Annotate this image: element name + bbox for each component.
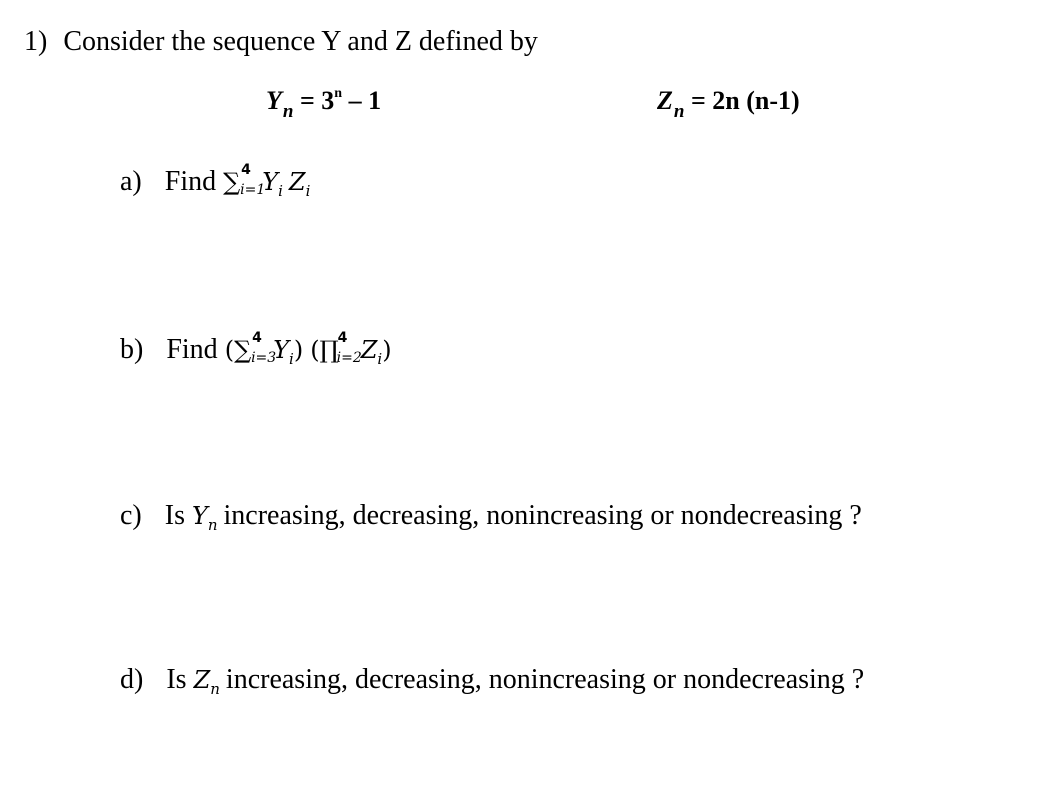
def-y-sup: n: [334, 86, 343, 101]
def-z-sub: n: [673, 101, 685, 122]
question-d-label: d): [120, 664, 144, 695]
open-paren-1: (: [224, 336, 235, 364]
question-c-sub: n: [207, 516, 218, 534]
sum-upper-limit: 4: [252, 330, 262, 346]
sum-operator: ∑ 4 i=1: [223, 162, 266, 198]
term-z: Z: [360, 336, 378, 364]
product-lower-limit: i=2: [336, 350, 362, 366]
question-c-suffix: increasing, decreasing, nonincreasing or nondecreasing ?: [223, 500, 862, 531]
question-d: [120, 664, 864, 696]
product-operator: ∏ 4 i=2: [319, 330, 362, 366]
question-d-sub: n: [210, 680, 220, 698]
term-y-sub: i: [278, 182, 283, 200]
term-z: Z: [288, 168, 306, 196]
question-a-text: Find: [164, 166, 217, 197]
def-y-var: Y: [266, 86, 282, 115]
definition-z: [657, 86, 800, 122]
close-paren-2: ): [382, 336, 392, 364]
problem-heading: [24, 26, 538, 58]
question-b-label: b): [120, 334, 144, 365]
problem-number: 1): [24, 26, 48, 57]
question-a-label: a): [120, 166, 142, 197]
question-d-suffix: increasing, decreasing, nonincreasing or nondecreasing ?: [225, 664, 865, 695]
term-z-sub: i: [377, 350, 383, 368]
question-c-label: c): [120, 500, 142, 531]
term-z-sub: i: [305, 182, 311, 200]
question-b: [120, 330, 392, 368]
sum-operator: ∑ 4 i=3: [234, 330, 277, 366]
sum-lower-limit: i=1: [240, 182, 266, 198]
problem-intro: Consider the sequence Y and Z defined by: [63, 26, 538, 57]
def-z-rhs: = 2n (n-1): [690, 86, 800, 115]
def-y-sub: n: [282, 101, 294, 122]
sum-lower-limit: i=3: [251, 350, 277, 366]
term-y: Y: [262, 168, 279, 196]
product-upper-limit: 4: [337, 330, 348, 346]
question-d-prefix: Is: [166, 664, 187, 695]
def-y-rhs: – 1: [342, 86, 382, 115]
question-c-prefix: Is: [164, 500, 185, 531]
question-c-var: Y: [192, 502, 208, 530]
close-paren-1: ): [293, 336, 304, 364]
term-y-sub: i: [289, 350, 294, 368]
open-paren-2: (: [310, 336, 320, 364]
definition-y: [266, 86, 382, 122]
question-c: [120, 500, 862, 532]
term-y: Y: [273, 336, 290, 364]
def-z-var: Z: [657, 86, 673, 115]
question-a: [120, 162, 316, 200]
sum-upper-limit: 4: [241, 162, 251, 178]
question-b-text: Find: [166, 334, 218, 365]
def-y-eq: = 3: [299, 86, 335, 115]
question-d-var: Z: [193, 666, 211, 694]
